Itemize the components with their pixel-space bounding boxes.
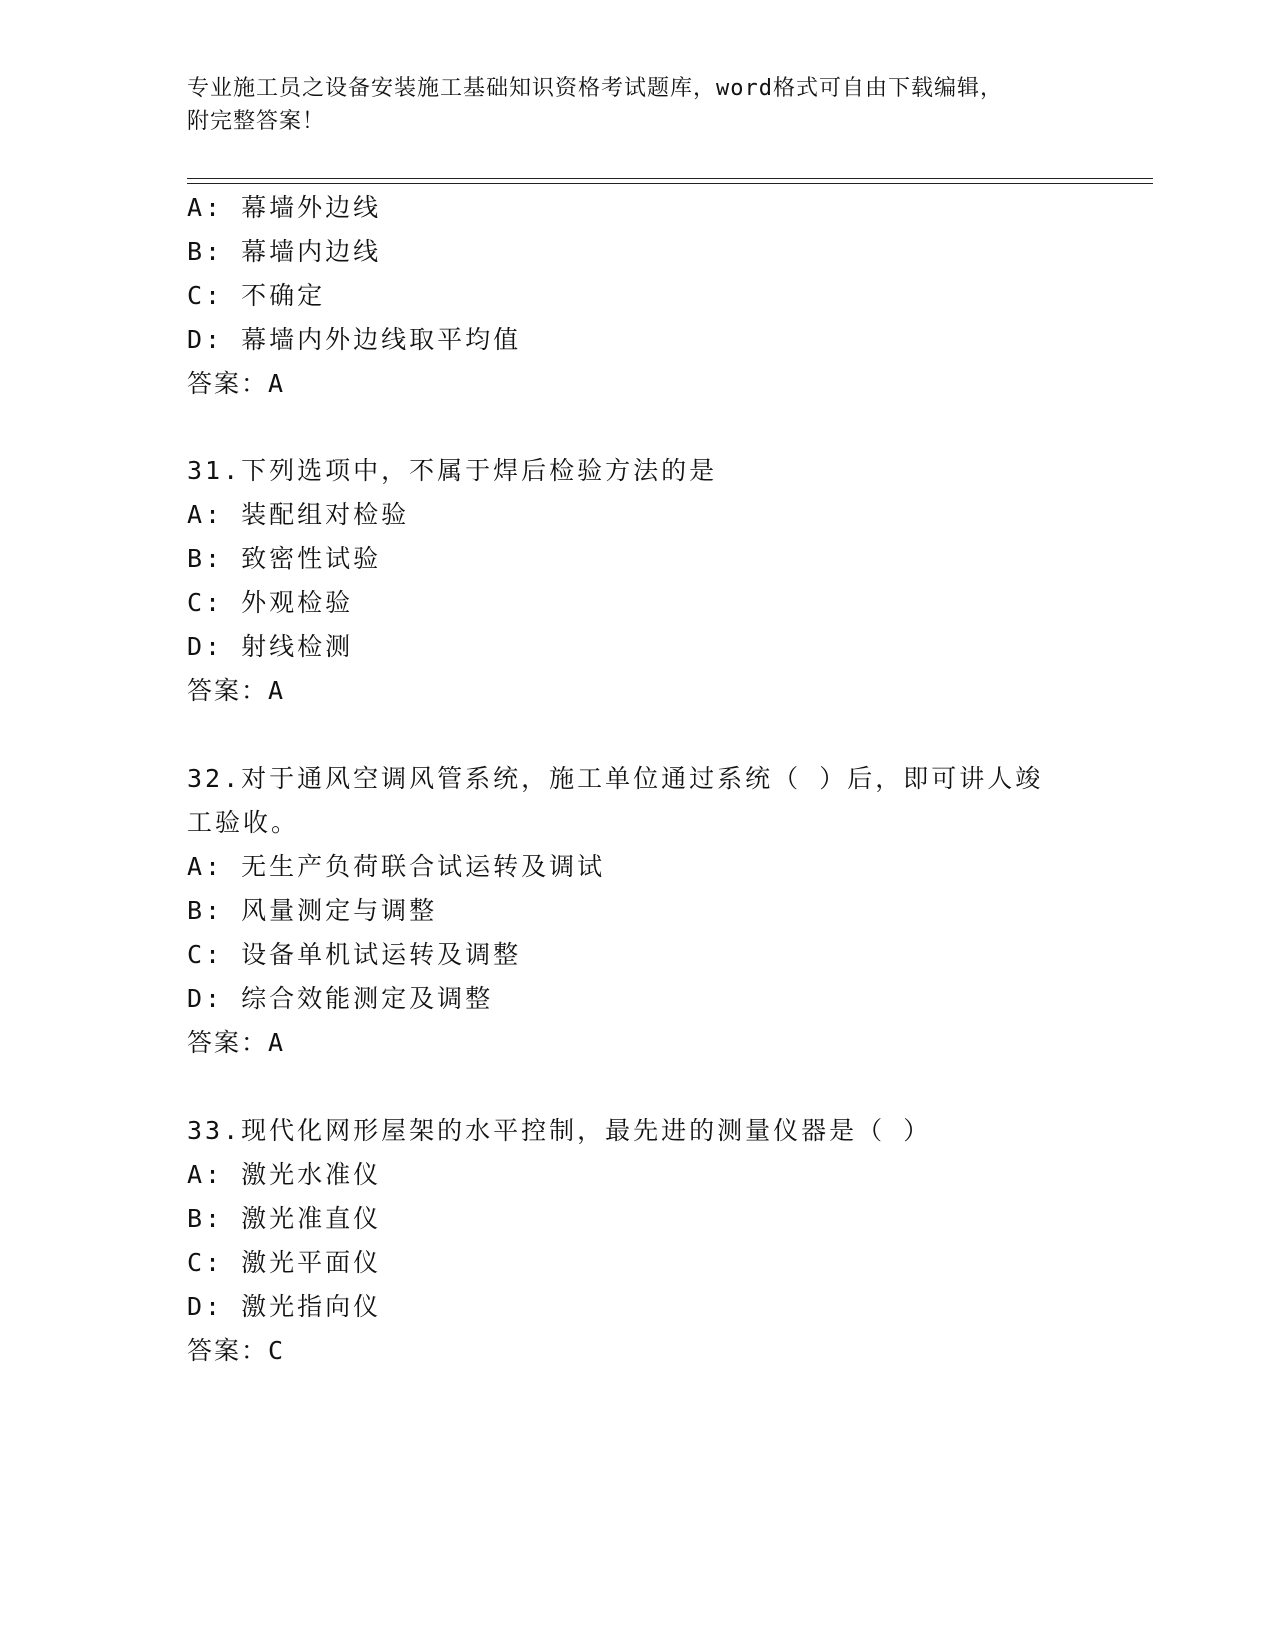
question-32-text-line-2: 工验收。 xyxy=(187,808,300,837)
question-33-option-d: D: 激光指向仪 xyxy=(187,1292,382,1321)
answer-line xyxy=(187,368,285,400)
question-31-answer xyxy=(187,675,285,707)
answer-value: A xyxy=(268,676,286,705)
answer-value: C xyxy=(268,1336,286,1365)
question-32-answer xyxy=(187,1027,285,1059)
answer-value: A xyxy=(268,369,286,398)
question-33-option-c: C: 激光平面仪 xyxy=(187,1248,382,1277)
answer-label: 答案： xyxy=(187,369,269,398)
question-32-option-d: D: 综合效能测定及调整 xyxy=(187,984,494,1013)
header-divider-bottom xyxy=(187,183,1153,184)
header-line-1: 专业施工员之设备安装施工基础知识资格考试题库，word格式可自由下载编辑， xyxy=(187,76,1003,101)
question-31-text: 31.下列选项中，不属于焊后检验方法的是 xyxy=(187,456,718,485)
question-33-option-a: A: 激光水准仪 xyxy=(187,1160,382,1189)
question-32-option-c: C: 设备单机试运转及调整 xyxy=(187,940,522,969)
option-b: B: 幕墙内边线 xyxy=(187,237,382,266)
answer-label: 答案： xyxy=(187,1336,269,1365)
question-32-text-line-1: 32.对于通风空调风管系统，施工单位通过系统（ ）后，即可讲人竣 xyxy=(187,764,1044,793)
question-32-option-a: A: 无生产负荷联合试运转及调试 xyxy=(187,852,606,881)
question-33-text: 33.现代化网形屋架的水平控制，最先进的测量仪器是（ ） xyxy=(187,1116,932,1145)
option-c: C: 不确定 xyxy=(187,281,326,310)
question-32-option-b: B: 风量测定与调整 xyxy=(187,896,438,925)
question-31-option-b: B: 致密性试验 xyxy=(187,544,382,573)
question-31-option-d: D: 射线检测 xyxy=(187,632,354,661)
header-divider-top xyxy=(187,178,1153,179)
option-a: A: 幕墙外边线 xyxy=(187,193,382,222)
header-line-2: 附完整答案！ xyxy=(187,109,326,134)
answer-label: 答案： xyxy=(187,676,269,705)
answer-value: A xyxy=(268,1028,286,1057)
document-header xyxy=(187,72,1067,138)
question-31-option-a: A: 装配组对检验 xyxy=(187,500,410,529)
option-d: D: 幕墙内外边线取平均值 xyxy=(187,325,522,354)
question-33-answer xyxy=(187,1335,285,1367)
answer-label: 答案： xyxy=(187,1028,269,1057)
question-31-option-c: C: 外观检验 xyxy=(187,588,354,617)
question-33-option-b: B: 激光准直仪 xyxy=(187,1204,382,1233)
